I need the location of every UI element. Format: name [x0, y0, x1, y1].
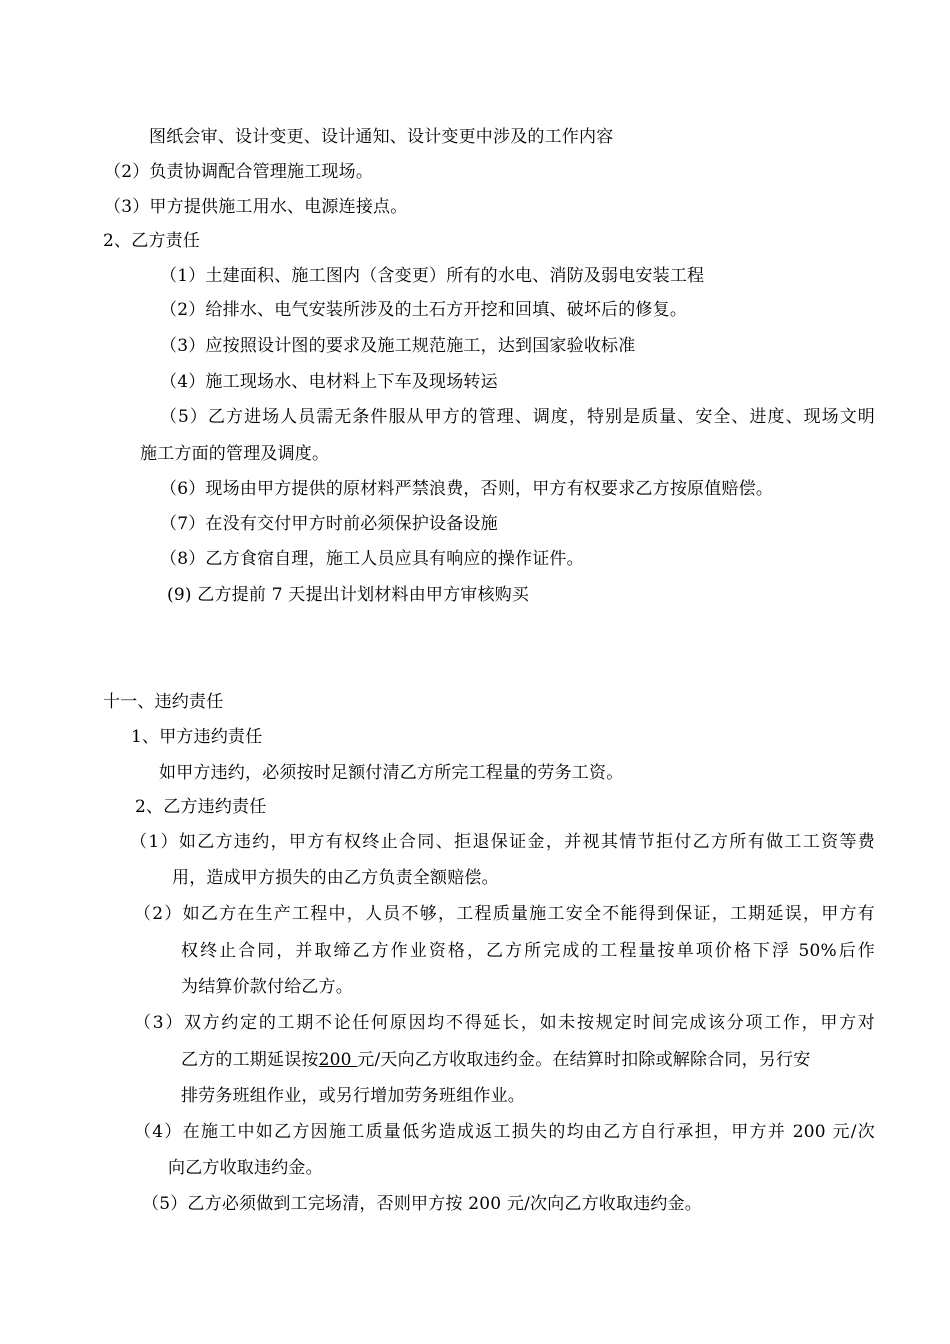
party-a-breach-heading: 1、甲方违约责任	[131, 727, 263, 747]
party-a-breach-text: 如甲方违约，必须按时足额付清乙方所完工程量的劳务工资。	[159, 763, 624, 783]
breach-item-4-line-2: 向乙方收取违约金。	[168, 1158, 323, 1178]
party-b-item-4: （4）施工现场水、电材料上下车及现场转运	[160, 372, 498, 392]
breach-item-3-line-1: （3）双方约定的工期不论任何原因均不得延长，如未按规定时间完成该分项工作，甲方对	[134, 1013, 875, 1033]
breach-item-2-line-1: （2）如乙方在生产工程中，人员不够，工程质量施工安全不能得到保证，工期延误，甲方有	[134, 904, 875, 924]
breach-item-3-line-3: 排劳务班组作业，或另行增加劳务班组作业。	[181, 1086, 525, 1106]
breach-liability-heading: 十一、违约责任	[103, 692, 224, 712]
party-b-item-7: （7）在没有交付甲方时前必须保护设备设施	[160, 514, 498, 534]
breach-item-3-line-2-a: 乙方的工期延误按	[181, 1050, 319, 1070]
breach-item-1-line-2: 用，造成甲方损失的由乙方负责全额赔偿。	[172, 868, 499, 888]
breach-item-5: （5）乙方必须做到工完场清，否则甲方按 200 元/次向乙方收取违约金。	[142, 1194, 702, 1214]
delay-penalty-amount: 200	[318, 1050, 358, 1070]
party-b-item-9: (9) 乙方提前 7 天提出计划材料由甲方审核购买	[167, 585, 530, 605]
party-b-item-2: （2）给排水、电气安装所涉及的土石方开挖和回填、破坏后的修复。	[160, 300, 688, 320]
party-b-breach-heading: 2、乙方违约责任	[135, 797, 267, 817]
party-a-item-3: （3）甲方提供施工用水、电源连接点。	[104, 197, 408, 217]
party-b-item-8: （8）乙方食宿自理，施工人员应具有响应的操作证件。	[160, 549, 584, 569]
breach-item-1-line-1: （1）如乙方违约，甲方有权终止合同、拒退保证金，并视其情节拒付乙方所有做工工资等费	[130, 832, 875, 852]
party-b-item-5: （5）乙方进场人员需无条件服从甲方的管理、调度，特别是质量、安全、进度、现场文明	[160, 407, 875, 427]
breach-item-3-line-2	[181, 1049, 810, 1071]
party-b-item-1: （1）土建面积、施工图内（含变更）所有的水电、消防及弱电安装工程	[160, 266, 705, 286]
continued-line: 图纸会审、设计变更、设计通知、设计变更中涉及的工作内容	[149, 127, 614, 147]
party-a-item-2: （2）负责协调配合管理施工现场。	[104, 162, 374, 182]
breach-item-2-line-3: 为结算价款付给乙方。	[181, 977, 353, 997]
party-b-item-5-cont: 施工方面的管理及调度。	[140, 444, 330, 464]
breach-item-4-line-1: （4）在施工中如乙方因施工质量低劣造成返工损失的均由乙方自行承担，甲方并 200 元/次	[134, 1122, 875, 1142]
breach-item-3-line-2-b: 元/天向乙方收取违约金。在结算时扣除或解除合同，另行安	[357, 1050, 811, 1070]
party-b-item-3: （3）应按照设计图的要求及施工规范施工，达到国家验收标准	[160, 336, 636, 356]
party-b-item-6: （6）现场由甲方提供的原材料严禁浪费，否则，甲方有权要求乙方按原值赔偿。	[160, 479, 774, 499]
breach-item-2-line-2: 权终止合同，并取缔乙方作业资格，乙方所完成的工程量按单项价格下浮 50%后作	[181, 941, 875, 961]
party-b-responsibility-heading: 2、乙方责任	[103, 231, 201, 251]
